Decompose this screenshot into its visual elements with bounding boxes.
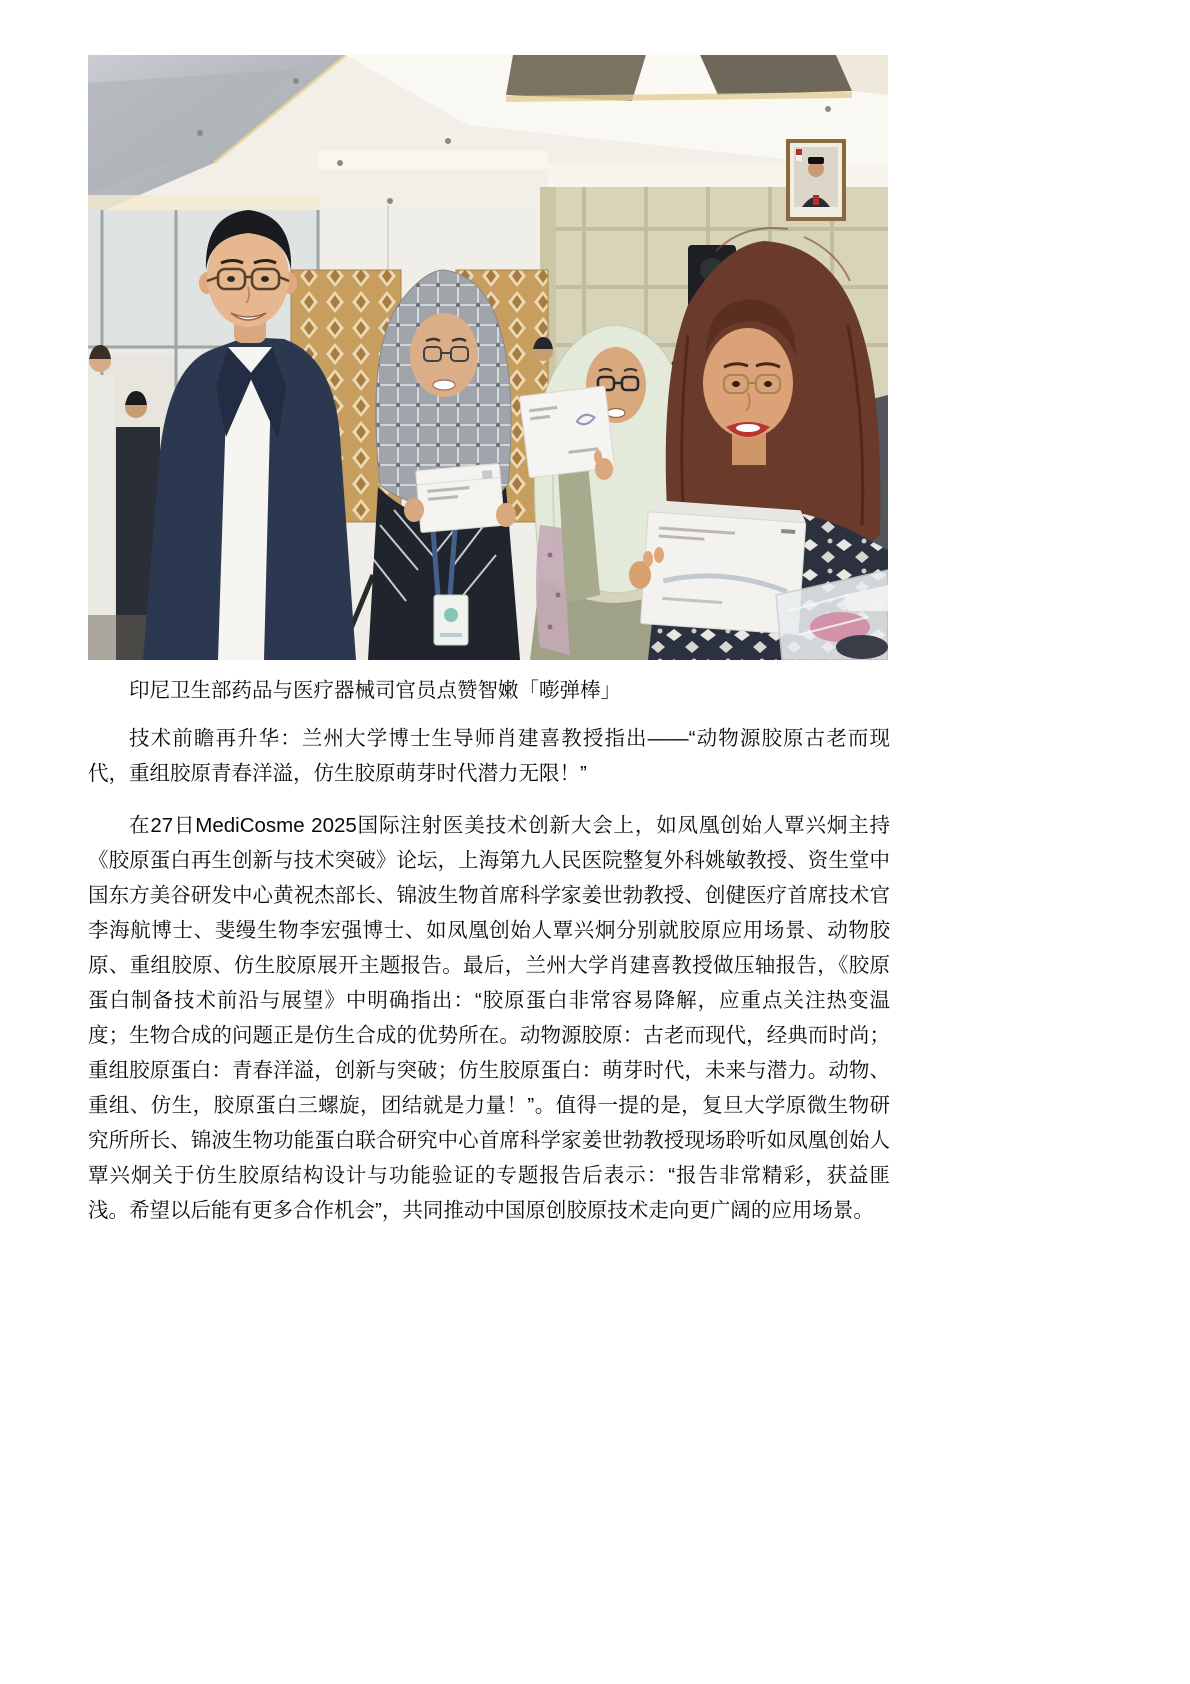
body-paragraph-quote: 技术前瞻再升华：兰州大学博士生导师肖建喜教授指出——“动物源胶原古老而现代，重组胶原青春洋溢，仿生胶原萌芽时代潜力无限！” [88, 727, 890, 785]
photo-caption: 印尼卫生部药品与医疗器械司官员点赞智嫩「嘭弹棒」 [129, 679, 621, 702]
product-box [416, 463, 505, 532]
conference-group-photo [88, 55, 888, 660]
article-content [88, 55, 890, 1228]
framed-official-portrait [788, 141, 844, 219]
woman-gray-hijab [368, 270, 520, 660]
body-paragraph-main: 在27日MediCosme 2025国际注射医美技术创新大会上，如凤凰创始人覃兴炯主持《胶原蛋白再生创新与技术突破》论坛，上海第九人民医院整复外科姚敏教授、资生堂中国东方美谷研发中心黄祝杰部长、锦波生物首席科学家姜世勃教授、创健医疗首席技术官李海航博士、斐缦生物李宏强博士、如凤凰创始人覃兴炯分别就胶原应用场景、动物胶原、重组胶原、仿生胶原展开主题报告。最后，兰州大学肖建喜教授做压轴报告，《胶原蛋白制备技术前沿与展望》中明确指出：“胶原蛋白非常容易降解，应重点关注热变温度；生物合成的问题正是仿生合成的优势所在。动物源胶原：古老而现代，经典而时尚；重组胶原蛋白：青春洋溢，创新与突破；仿生胶原蛋白：萌芽时代，未来与潜力。动物、重组、仿生，胶原蛋白三螺旋，团结就是力量！”。值得一提的是，复旦大学原微生物研究所所长、锦波生物功能蛋白联合研究中心首席科学家姜世勃教授现场聆听如凤凰创始人覃兴炯关于仿生胶原结构设计与功能验证的专题报告后表示：“报告非常精彩，获益匪浅。希望以后能有更多合作机会”，共同推动中国原创胶原技术走向更广阔的应用场景。 [88, 814, 890, 1222]
